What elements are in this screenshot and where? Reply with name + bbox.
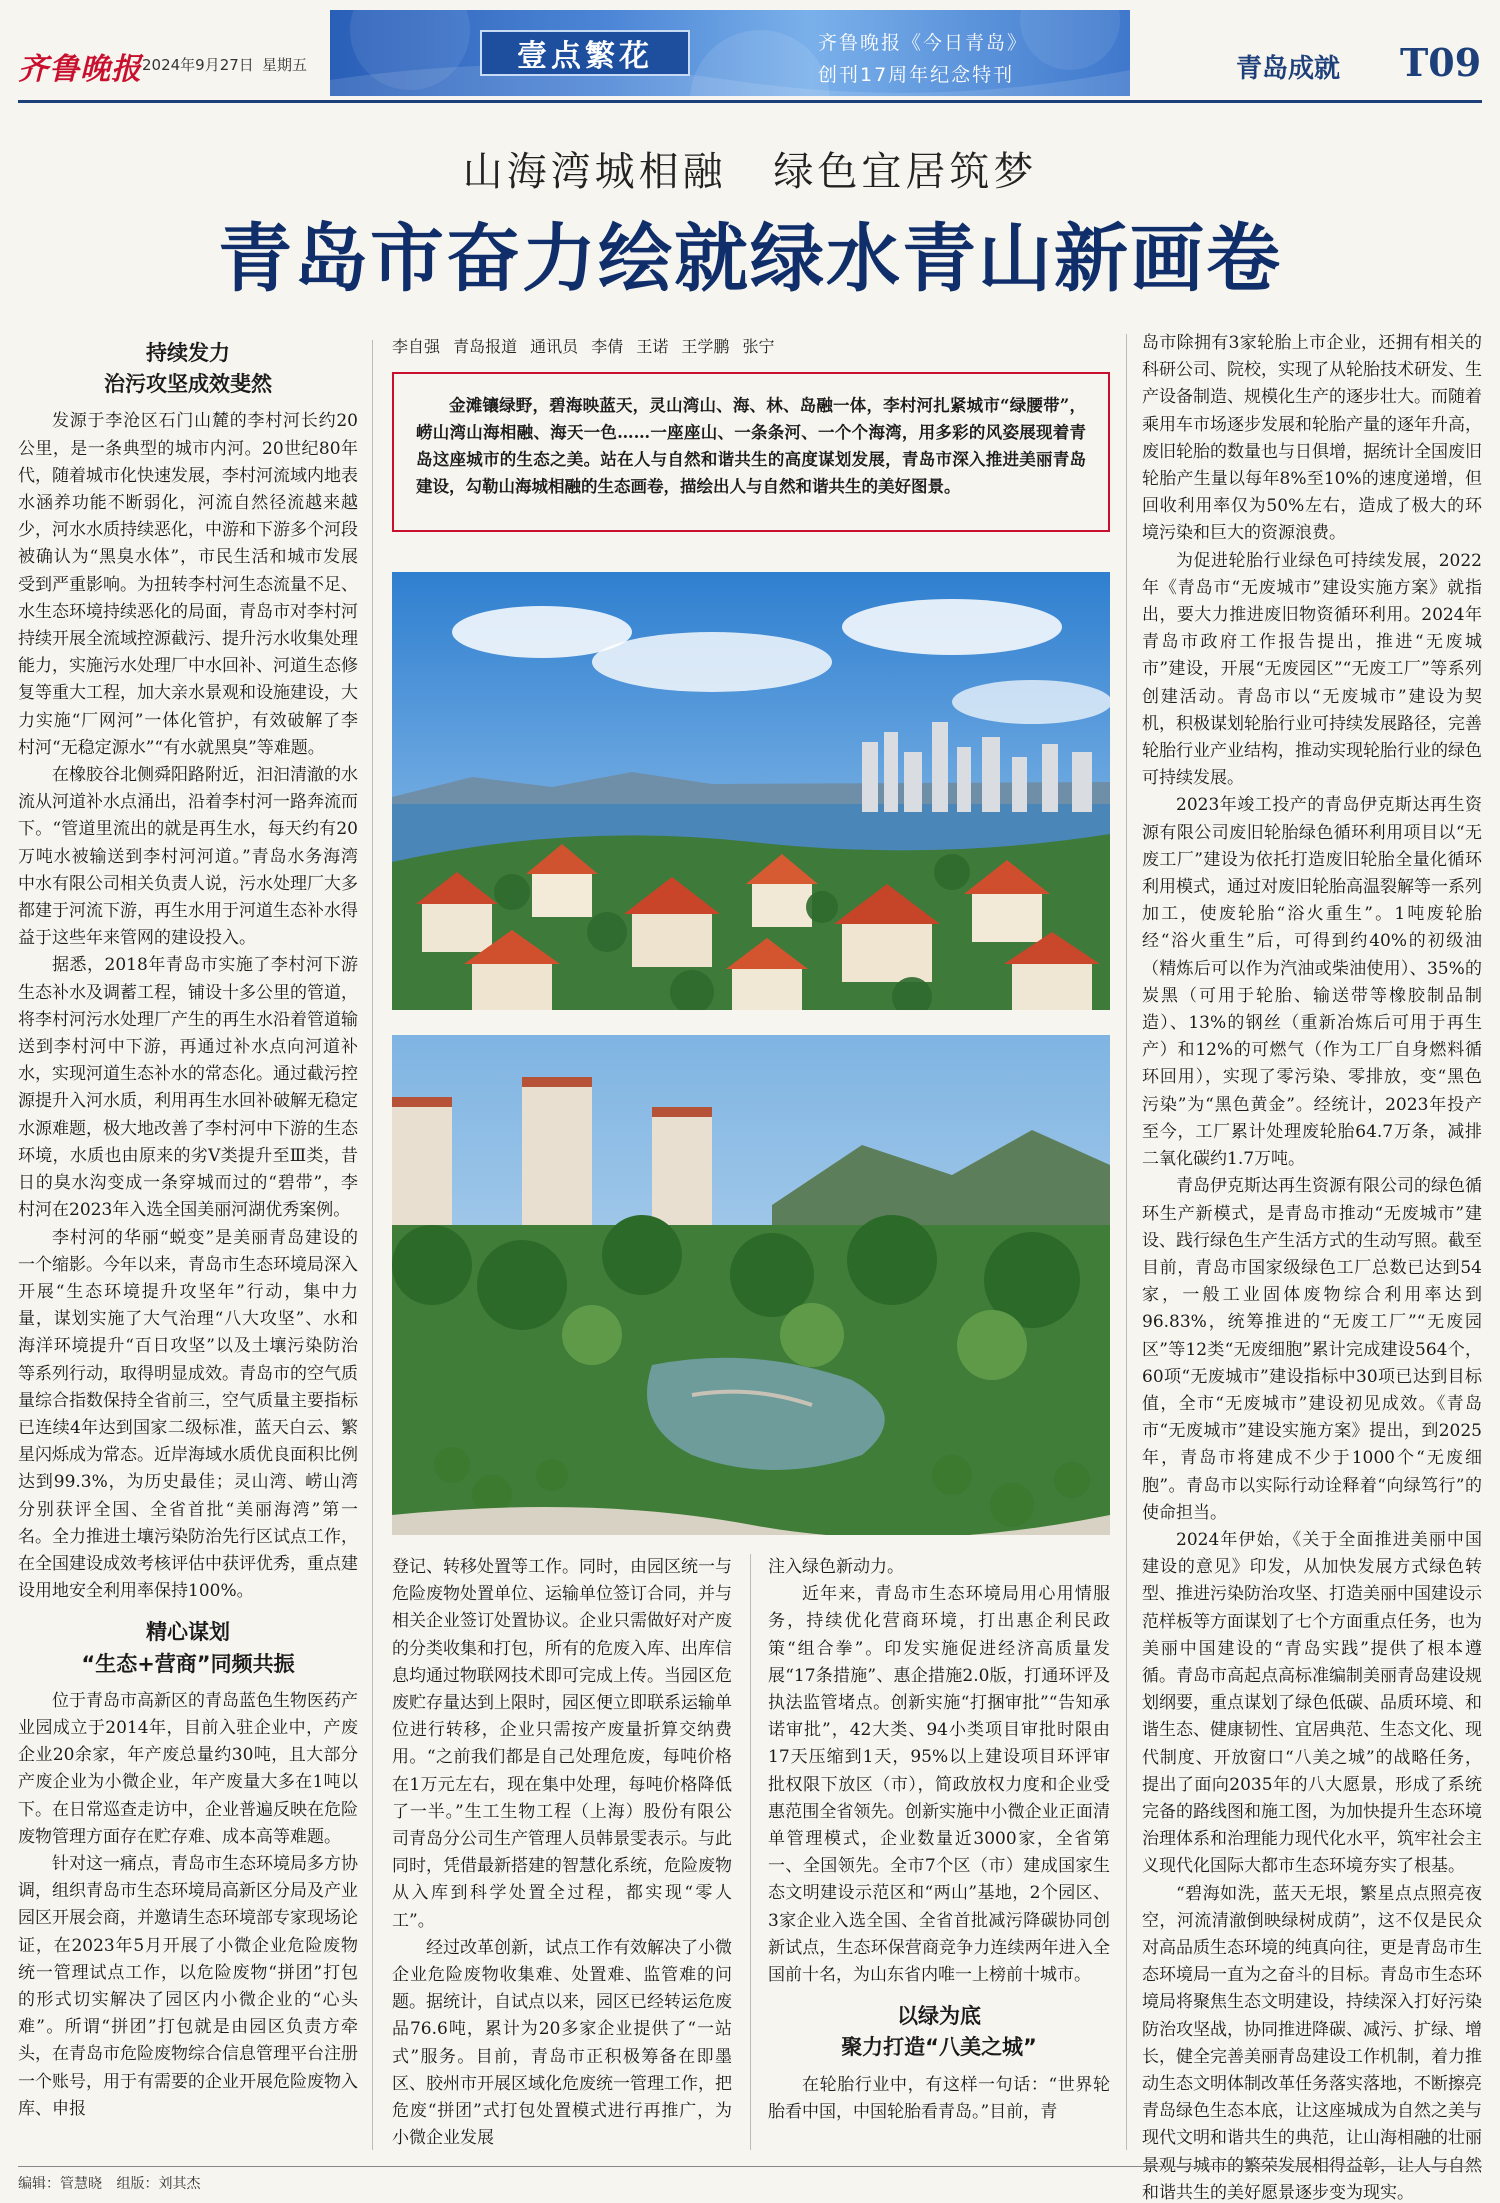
section2-heading: 精心谋划 — [146, 1620, 230, 1645]
banner-subtitle-1: 齐鲁晚报《今日青岛》 — [818, 32, 1029, 54]
banner-title: 壹点繁花 — [517, 39, 653, 74]
column-divider — [1126, 334, 1127, 2150]
paragraph: 青岛伊克斯达再生资源有限公司的绿色循环生产新模式，是青岛市推动“无废城市”建设、践行绿色生产生活方式的生动写照。截至目前，青岛市国家级绿色工厂总数已达到54家，一般工业固体废物综合利用率达到96.83%，统筹推进的“无废工厂”“无废园区”等12类“无废细胞”累计完成建设564个，60项“无废城市”建设指标中30项已达到目标值，全市“无废城市”建设初见成效。《青岛市“无废城市”建设实施方案》提出，到2025年，青岛市将建成不少于1000个“无废细胞”。青岛市以实际行动诠释着“向绿笃行”的使命担当。 — [1142, 1176, 1482, 1523]
park-landscape-photo — [392, 1035, 1110, 1535]
paragraph: 发源于李沧区石门山麓的李村河长约20公里，是一条典型的城市内河。20世纪80年代，随着城市化快速发展，李村河流域内地表水涵养功能不断弱化，河流自然径流越来越少，河水水质持续恶化，中游和下游多个河段被确认为“黑臭水体”，市民生活和城市发展受到严重影响。为扭转李村河生态流量不足、水生态环境持续恶化的局面，青岛市对李村河持续开展全流域控源截污、提升污水收集处理能力，实施污水处理厂中水回补、河道生态修复等重大工程，加大亲水景观和设施建设，大力实施“厂网河”一体化管护，有效破解了李村河“无稳定源水”“有水就黑臭”等难题。 — [18, 411, 358, 758]
masthead — [0, 0, 1500, 130]
paragraph: 李村河的华丽“蜕变”是美丽青岛建设的一个缩影。今年以来，青岛市生态环境局深入开展“生态环境提升攻坚年”行动，集中力量，谋划实施了大气治理“八大攻坚”、水和海洋环境提升“百日攻坚”以及土壤污染防治等系列行动，取得明显成效。青岛市的空气质量综合指数保持全省前三，空气质量主要指标已连续4年达到国家二级标准，蓝天白云、繁星闪烁成为常态。近岸海域水质优良面积比例达到99.3%，为历史最佳；灵山湾、崂山湾分别获评全国、全省首批“美丽海湾”第一名。全力推进土壤污染防治先行区试点工作，在全国建设成效考核评估中获评优秀，重点建设用地安全利用率保持100%。 — [18, 1227, 358, 1602]
page-footer — [18, 2166, 1482, 2193]
editor-credit: 编辑：管慧晓 — [18, 2176, 102, 2192]
header-rule — [18, 100, 1482, 103]
paragraph: 岛市除拥有3家轮胎上市企业，还拥有相关的科研公司、院校，实现了从轮胎技术研发、生产设备制造、规模化生产的逐步壮大。而随着乘用车市场逐步发展和轮胎产量的逐年升高，废旧轮胎的数量也与日俱增，据统计全国废旧轮胎产生量以每年8%至10%的速度递增，但回收利用率仅为50%左右，造成了极大的环境污染和巨大的资源浪费。 — [1142, 333, 1482, 544]
paragraph: 经过改革创新，试点工作有效解决了小微企业危险废物收集难、处置难、监管难的问题。据统计，自试点以来，园区已经转运危废品76.6吨，累计为20多家企业提供了“一站式”服务。目前，青岛市正积极筹备在即墨区、胶州市开展区域化危废统一管理工作，把危废“拼团”式打包处置模式进行再推广，为小微企业发展 — [392, 1937, 732, 2149]
section2-subheading: “生态+营商”同频共振 — [81, 1651, 295, 1676]
article-headline: 青岛市奋力绘就绿水青山新画卷 — [218, 216, 1282, 302]
paragraph: 2023年竣工投产的青岛伊克斯达再生资源有限公司废旧轮胎绿色循环利用项目以“无废工厂”建设为依托打造废旧轮胎全量化循环利用模式，通过对废旧轮胎高温裂解等一系列加工，使废轮胎“浴火重生”。1吨废轮胎经“浴火重生”后，可得到约40%的初级油（精炼后可以作为汽油或柴油使用）、35%的炭黑（可用于轮胎、输送带等橡胶制品制造）、13%的钢丝（重新冶炼后可用于再生产）和12%的可燃气（作为工厂自身燃料循环回用），实现了零污染、零排放，变“黑色污染”为“黑色黄金”。经统计，2023年投产至今，工厂累计处理废轮胎64.7万条，减排二氧化碳约1.7万吨。 — [1142, 795, 1482, 1170]
banner-subtitle-2: 创刊17周年纪念特刊 — [818, 64, 1015, 86]
banner-title-box — [480, 30, 690, 76]
right-column — [1142, 330, 1482, 2203]
lead-paragraph: 金滩镶绿野，碧海映蓝天，灵山湾山、海、林、岛融一体，李村河扎紧城市“绿腰带”，崂山湾山海相融、海天一色……一座座山、一条条河、一个个海湾，用多彩的风姿展现着青岛这座城市的生态之美。站在人与自然和谐共生的高度谋划发展，青岛市深入推进美丽青岛建设，勾勒山海城相融的生态画卷，描绘出人与自然和谐共生的美好图景。 — [392, 372, 1110, 532]
byline: 李自强 青岛报道 通讯员 李倩 王诺 王学鹏 张宁 — [392, 337, 775, 356]
paragraph: 据悉，2018年青岛市实施了李村河下游生态补水及调蓄工程，铺设十多公里的管道，将李村河污水处理厂产生的再生水沿着管道输送到李村河中下游，再通过补水点向河道补水，实现河道生态补水的常态化。通过截污控源提升入河水质，利用再生水回补破解无稳定水源难题，极大地改善了李村河中下游的生态环境，水质也由原来的劣Ⅴ类提升至Ⅲ类，昔日的臭水沟变成一条穿城而过的“碧带”，李村河在2023年入选全国美丽河湖优秀案例。 — [18, 955, 358, 1221]
issue-weekday: 星期五 — [262, 56, 308, 74]
paragraph: 在轮胎行业中，有这样一句话：“世界轮胎看中国，中国轮胎看青岛。”目前，青 — [768, 2074, 1110, 2122]
paragraph: “碧海如洗，蓝天无垠，繁星点点照亮夜空，河流清澈倒映绿树成荫”，这不仅是民众对高品质生态环境的纯真向往，更是青岛市生态环境局一直为之奋斗的目标。青岛市生态环境局将聚焦生态文明建设，持续深入打好污染防治攻坚战，协同推进降碳、减污、扩绿、增长，健全完善美丽青岛建设工作机制，着力推动生态文明体制改革任务落实落地，不断擦亮青岛绿色生态本底，让这座城成为自然之美与现代文明和谐共生的典范，让山海相融的壮丽景观与城市的繁荣发展相得益彰，让人与自然和谐共生的美好愿景逐步变为现实。 — [1142, 1883, 1482, 2203]
newspaper-logo: 齐鲁晚报 — [18, 52, 142, 87]
article-kicker: 山海湾城相融 绿色宜居筑梦 — [462, 149, 1038, 195]
middle-column-1 — [392, 1554, 732, 2152]
section3-subheading: 聚力打造“八美之城” — [841, 2035, 1037, 2060]
paragraph: 为促进轮胎行业绿色可持续发展，2022年《青岛市“无废城市”建设实施方案》就指出，要大力推进废旧物资循环利用。2024年青岛市政府工作报告提出，推进“无废城市”建设，开展“无废园区”“无废工厂”等系列创建活动。青岛市以“无废城市”建设为契机，积极谋划轮胎行业可持续发展路径，完善轮胎行业产业结构，推动实现轮胎行业的绿色可持续发展。 — [1142, 550, 1482, 789]
special-issue-banner — [330, 10, 1130, 96]
section3-heading: 以绿为底 — [897, 2004, 981, 2029]
section1-subheading: 治污攻坚成效斐然 — [104, 372, 272, 397]
section1-heading: 持续发力 — [146, 341, 230, 365]
column-divider — [750, 1554, 751, 2150]
paragraph: 近年来，青岛市生态环境局用心用情服务，持续优化营商环境，打出惠企利民政策“组合拳”。印发实施促进经济高质量发展“17条措施”、惠企措施2.0版，打通环评及执法监管堵点。创新实施“打捆审批”“告知承诺审批”，42大类、94小类项目审批时限由17天压缩到1天，95%以上建设项目环评审批权限下放区（市），简政放权力度和企业受惠范围全省领先。创新实施中小微企业正面清单管理模式，企业数量近3000家，全省第一、全国领先。全市7个区（市）建成国家生态文明建设示范区和“两山”基地，2个园区、3家企业入选全国、全省首批减污降碳协同创新试点，生态环保营商竞争力连续两年进入全国前十名，为山东省内唯一上榜前十城市。 — [768, 1584, 1110, 1986]
layout-credit: 组版：刘其杰 — [116, 2176, 201, 2192]
issue-date: 2024年9月27日 — [142, 56, 254, 74]
paragraph: 登记、转移处置等工作。同时，由园区统一与危险废物处置单位、运输单位签订合同，并与相关企业签订处置协议。企业只需做好对产废的分类收集和打包，所有的危废入库、出库信息均通过物联网技术即可完成上传。当园区危废贮存量达到上限时，园区便立即联系运输单位进行转移，企业只需按产废量折算交纳费用。“之前我们都是自己处理危废，每吨价格在1万元左右，现在集中处理，每吨价格降低了一半。”生工生物工程（上海）股份有限公司青岛分公司生产管理人员韩景雯表示。与此同时，凭借最新搭建的智慧化系统，危险废物从入库到科学处置全过程，都实现“零人工”。 — [392, 1557, 732, 1931]
paragraph: 注入绿色新动力。 — [768, 1557, 904, 1577]
left-column — [18, 340, 358, 2123]
paragraph: 位于青岛市高新区的青岛蓝色生物医药产业园成立于2014年，目前入驻企业中，产废企业20余家，年产废总量约30吨，且大部分产废企业为小微企业，年产废量大多在1吨以下。在日常巡查走访中，企业普遍反映在危险废物管理方面存在贮存难、成本高等难题。 — [18, 1690, 358, 1847]
column-divider — [372, 340, 373, 2150]
page-number: T09 — [1400, 40, 1482, 85]
section-name: 青岛成就 — [1236, 54, 1341, 84]
paragraph: 针对这一痛点，青岛市生态环境局多方协调，组织青岛市生态环境局高新区分局及产业园区开展会商，并邀请生态环境部专家现场论证，在2023年5月开展了小微企业危险废物统一管理试点工作，以危险废物“拼团”打包的形式切实解决了园区内小微企业的“心头难”。所谓“拼团”打包就是由园区负责方牵头，在青岛市危险废物综合信息管理平台注册一个账号，用于有需要的企业开展危险废物入库、申报 — [18, 1853, 358, 2119]
middle-column-2 — [768, 1554, 1110, 2126]
paragraph: 2024年伊始，《关于全面推进美丽中国建设的意见》印发，从加快发展方式绿色转型、推进污染防治攻坚、打造美丽中国建设示范样板等方面谋划了七个方面重点任务，也为美丽中国建设的“青岛实践”提供了根本遵循。青岛市高起点高标准编制美丽青岛建设规划纲要，重点谋划了绿色低碳、品质环境、和谐生态、健康韧性、宜居典范、生态文化、现代制度、开放窗口“八美之城”的战略任务，提出了面向2035年的八大愿景，形成了系统完备的路线图和施工图，为加快提升生态环境治理体系和治理能力现代化水平，筑牢社会主义现代化国际大都市生态环境夯实了根基。 — [1142, 1529, 1482, 1877]
paragraph: 在橡胶谷北侧舜阳路附近，汩汩清澈的水流从河道补水点涌出，沿着李村河一路奔流而下。“管道里流出的就是再生水，每天约有20万吨水被输送到李村河河道。”青岛水务海湾中水有限公司相关负责人说，污水处理厂大多都建于河流下游，再生水用于河道生态补水得益于这些年来管网的建设投入。 — [18, 765, 358, 949]
coastal-city-photo — [392, 572, 1110, 1010]
